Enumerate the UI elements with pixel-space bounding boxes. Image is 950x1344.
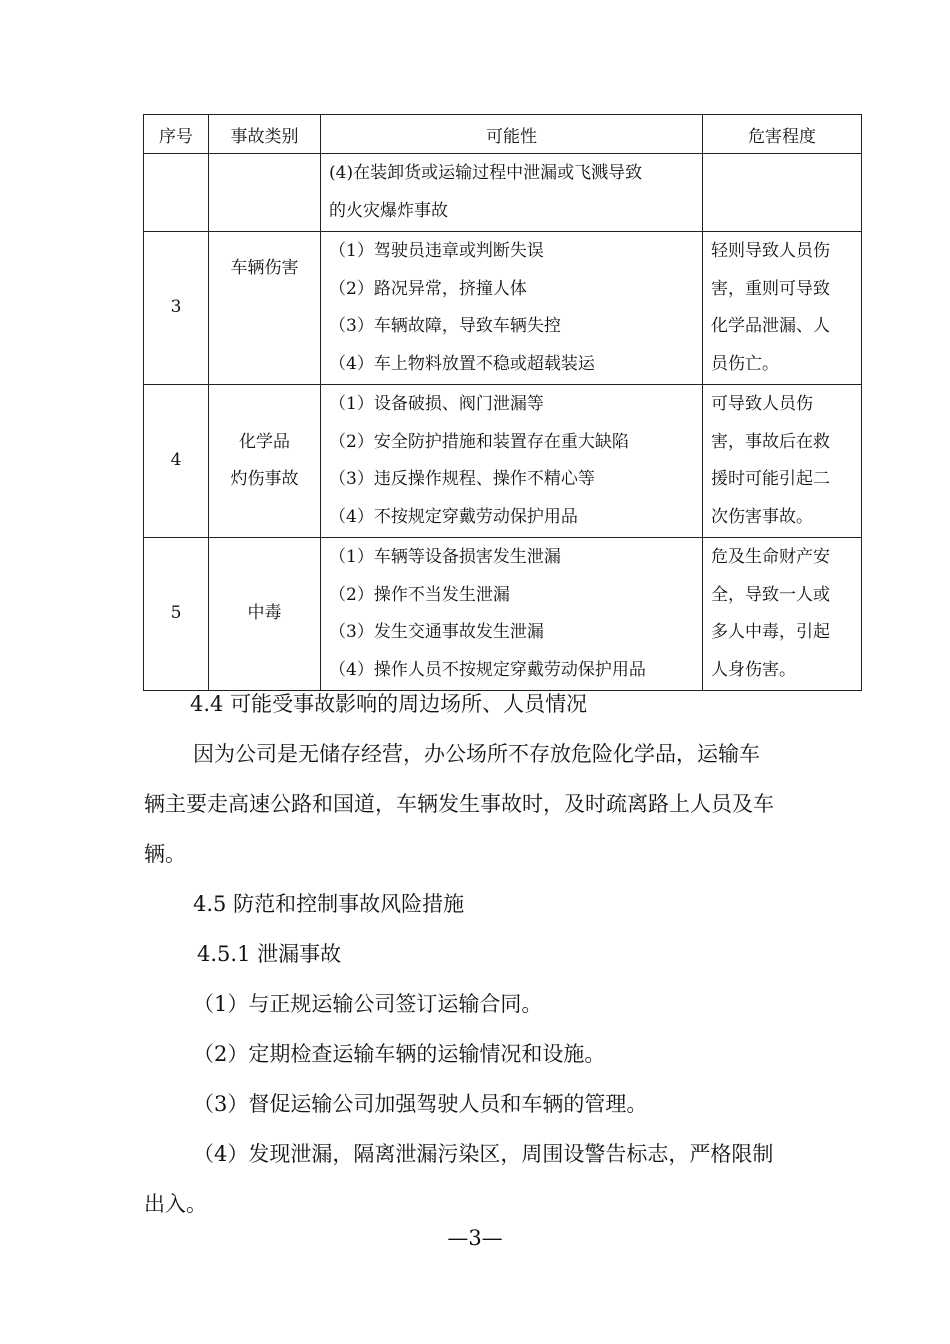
possibility-line: （2）操作不当发生泄漏 [329, 584, 510, 605]
harm-line: 害，事故后在救 [711, 431, 830, 452]
possibility-cell [321, 385, 703, 538]
measure-item-continuation: 出入。 [144, 1192, 207, 1216]
possibility-line: （3）车辆故障，导致车辆失控 [329, 316, 561, 336]
table-header-row [144, 115, 862, 154]
paragraph-line: 辆。 [144, 842, 186, 866]
category-line: 化学品 [239, 431, 290, 452]
measure-item: （4）发现泄漏，隔离泄漏污染区，周围设警告标志，严格限制 [193, 1142, 774, 1166]
category-cell [209, 538, 321, 691]
harm-line: 多人中毒，引起 [711, 622, 830, 642]
possibility-cell [321, 154, 703, 232]
harm-cell [703, 385, 862, 538]
category-line: 灼伤事故 [230, 469, 299, 489]
possibility-line: （3）违反操作规程、操作不精心等 [329, 469, 595, 489]
category-line: 中毒 [247, 603, 282, 624]
possibility-cell [321, 538, 703, 691]
category-cell [209, 232, 321, 385]
table-row [144, 385, 862, 538]
possibility-cell [321, 232, 703, 385]
possibility-line: （4）车上物料放置不稳或超载装运 [329, 353, 595, 374]
possibility-line: (4)在装卸货或运输过程中泄漏或飞溅导致 [329, 163, 643, 183]
harm-line: 轻则导致人员伤 [711, 241, 830, 261]
possibility-line: （2）安全防护措施和装置存在重大缺陷 [329, 431, 629, 452]
section-heading-4-4: 4.4 可能受事故影响的周边场所、人员情况 [190, 692, 588, 716]
harm-cell [703, 538, 862, 691]
section-heading-4-5: 4.5 防范和控制事故风险措施 [193, 892, 465, 916]
possibility-line: （4）操作人员不按规定穿戴劳动保护用品 [329, 659, 646, 680]
no-cell: 4 [144, 385, 209, 538]
header-no: 序号 [144, 115, 209, 154]
harm-line: 可导致人员伤 [711, 394, 813, 414]
table-row [144, 232, 862, 385]
harm-cell [703, 232, 862, 385]
risk-table [143, 114, 862, 691]
possibility-line: （1）车辆等设备损害发生泄漏 [329, 547, 561, 567]
header-harm: 危害程度 [703, 115, 862, 154]
harm-line: 人身伤害。 [711, 659, 796, 680]
paragraph-line: 因为公司是无储存经营，办公场所不存放危险化学品，运输车 [193, 742, 760, 766]
measure-item: （1）与正规运输公司签订运输合同。 [193, 992, 543, 1016]
possibility-line: （1）设备破损、阀门泄漏等 [329, 394, 544, 414]
harm-cell [703, 154, 862, 232]
harm-line: 化学品泄漏、人 [711, 316, 830, 336]
section-heading-4-5-1: 4.5.1 泄漏事故 [197, 942, 342, 966]
paragraph-line: 辆主要走高速公路和国道，车辆发生事故时，及时疏离路上人员及车 [144, 792, 774, 816]
harm-line: 害，重则可导致 [711, 278, 830, 299]
category-line: 车辆伤害 [230, 258, 299, 278]
harm-line: 全，导致一人或 [711, 584, 830, 605]
measure-item: （2）定期检查运输车辆的运输情况和设施。 [193, 1042, 606, 1066]
possibility-line: （4）不按规定穿戴劳动保护用品 [329, 506, 578, 527]
header-category: 事故类别 [209, 115, 321, 154]
no-cell [144, 154, 209, 232]
harm-line: 次伤害事故。 [711, 506, 813, 527]
possibility-line: （3）发生交通事故发生泄漏 [329, 622, 544, 642]
page-number: —3— [447, 1226, 503, 1250]
category-cell [209, 385, 321, 538]
harm-line: 危及生命财产安 [711, 547, 830, 567]
possibility-line: （2）路况异常，挤撞人体 [329, 278, 527, 299]
table-row [144, 538, 862, 691]
category-cell [209, 154, 321, 232]
header-possibility: 可能性 [321, 115, 703, 154]
measure-item: （3）督促运输公司加强驾驶人员和车辆的管理。 [193, 1092, 648, 1116]
table-row [144, 154, 862, 232]
harm-line: 员伤亡。 [711, 353, 779, 374]
no-cell: 5 [144, 538, 209, 691]
harm-line: 援时可能引起二 [711, 469, 830, 489]
possibility-line: （1）驾驶员违章或判断失误 [329, 241, 544, 261]
possibility-line: 的火灾爆炸事故 [329, 200, 448, 221]
no-cell: 3 [144, 232, 209, 385]
